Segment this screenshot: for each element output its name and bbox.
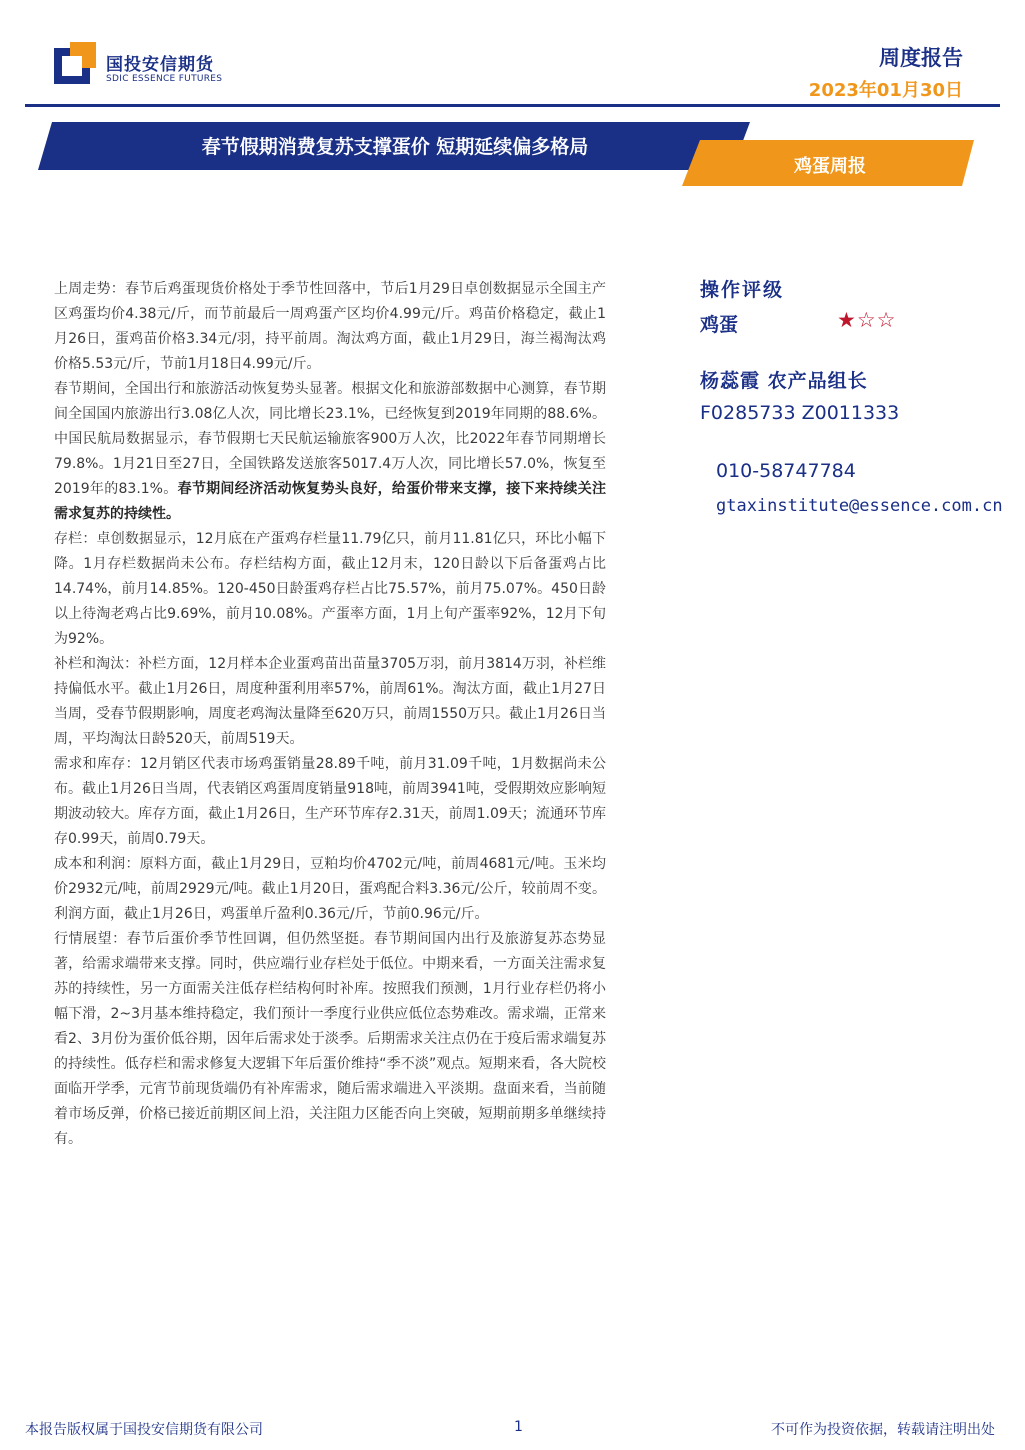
report-date: 2023年01月30日 [808, 80, 963, 101]
paragraph-inventory: 存栏：卓创数据显示，12月底在产蛋鸡存栏量11.79亿只，前月11.81亿只，环比小幅下降。1月存栏数据尚未公布。存栏结构方面，截止12月末，120日龄以下后备蛋鸡占比14.74%，前月14.85%。120-450日龄蛋鸡存栏占比75.57%，前月75.07%。450日龄以上待淘老鸡占比9.69%，前月10.08%。产蛋率方面，1月上旬产蛋率92%，12月下旬为92%。 [54, 531, 606, 647]
logo-english-name: SDIC ESSENCE FUTURES [106, 74, 223, 84]
header-divider [25, 104, 1000, 107]
rating-stars: ★☆☆ [837, 308, 897, 332]
paragraph-weekly-trend: 上周走势：春节后鸡蛋现货价格处于季节性回落中，节后1月29日卓创数据显示全国主产区鸡蛋均价4.38元/斤，而节前最后一周鸡蛋产区均价4.99元/斤。鸡苗价格稳定，截止1月26日，蛋鸡苗价格3.34元/羽，持平前周。淘汰鸡方面，截止1月29日，海兰褐淘汰鸡价格5.53元/斤，节前1月18日4.99元/斤。 [54, 281, 606, 372]
holiday-activity-highlight: 春节期间经济活动恢复势头良好，给蛋价带来支撑，接下来持续关注需求复苏的持续性。 [54, 481, 606, 522]
rating-label: 操作评级 [700, 279, 785, 301]
report-body [54, 277, 606, 1152]
paragraph-cost-profit: 成本和利润：原料方面，截止1月29日，豆粕均价4702元/吨，前周4681元/吨。玉米均价2932元/吨，前周2929元/吨。截止1月20日，蛋鸡配合料3.36元/公斤，较前周不变。利润方面，截止1月26日，鸡蛋单斤盈利0.36元/斤，节前0.96元/斤。 [54, 856, 606, 922]
report-title: 春节假期消费复苏支撑蛋价 短期延续偏多格局 [201, 136, 589, 158]
page-number: 1 [514, 1419, 523, 1435]
contact-phone: 010-58747784 [716, 460, 856, 482]
footer-disclaimer: 不可作为投资依据，转载请注明出处 [771, 1422, 995, 1438]
rating-item: 鸡蛋 [700, 314, 739, 336]
paragraph-demand-stock: 需求和库存：12月销区代表市场鸡蛋销量28.89千吨，前月31.09千吨，1月数据尚未公布。截止1月26日当周，代表销区鸡蛋周度销量918吨，前周3941吨，受假期效应影响短期波动较大。库存方面，截止1月26日，生产环节库存2.31天，前周1.09天；流通环节库存0.99天，前周0.79天。 [54, 756, 606, 847]
contact-email[interactable]: gtaxinstitute@essence.com.cn [716, 496, 1003, 516]
paragraph-restock-culling: 补栏和淘汰：补栏方面，12月样本企业蛋鸡苗出苗量3705万羽，前月3814万羽，补栏维持偏低水平。截止1月26日，周度种蛋利用率57%，前周61%。淘汰方面，截止1月27日当周，受春节假期影响，周度老鸡淘汰量降至620万只，前周1550万只。截止1月26日当周，平均淘汰日龄520天，前周519天。 [54, 656, 606, 747]
paragraph-holiday-activity [54, 377, 606, 527]
logo-mark-icon [54, 42, 96, 84]
report-type: 周度报告 [879, 46, 963, 70]
paragraph-outlook: 行情展望：春节后蛋价季节性回调，但仍然坚挺。春节期间国内出行及旅游复苏态势显著，给需求端带来支撑。同时，供应端行业存栏处于低位。中期来看，一方面关注需求复苏的持续性，另一方面需关注低存栏结构何时补库。按照我们预测，1月行业存栏仍将小幅下滑，2~3月基本维持稳定，我们预计一季度行业供应低位态势难改。需求端，正常来看2、3月份为蛋价低谷期，因年后需求处于淡季。后期需求关注点仍在于疫后需求端复苏的持续性。低存栏和需求修复大逻辑下年后蛋价维持“季不淡”观点。短期来看，各大院校面临开学季，元宵节前现货端仍有补库需求，随后需求端进入平淡期。盘面来看，当前随着市场反弹，价格已接近前期区间上沿，关注阻力区能否向上突破，短期前期多单继续持有。 [54, 931, 606, 1147]
author-name: 杨蕊霞 农产品组长 [700, 370, 868, 392]
holiday-activity-text: 春节期间，全国出行和旅游活动恢复势头显著。根据文化和旅游部数据中心测算，春节期间全国国内旅游出行3.08亿人次，同比增长23.1%，已经恢复到2019年同期的88.6%。中国民航局数据显示，春节假期七天民航运输旅客900万人次，比2022年春节同期增长79.8%。1月21日至27日，全国铁路发送旅客5017.4万人次，同比增长57.0%，恢复至2019年的83.1%。 [54, 381, 606, 497]
logo-chinese-name: 国投安信期货 [106, 55, 214, 75]
report-subtitle: 鸡蛋周报 [794, 156, 866, 177]
company-logo [54, 42, 254, 90]
footer-copyright: 本报告版权属于国投安信期货有限公司 [25, 1422, 263, 1438]
author-certificate: F0285733 Z0011333 [700, 402, 900, 424]
